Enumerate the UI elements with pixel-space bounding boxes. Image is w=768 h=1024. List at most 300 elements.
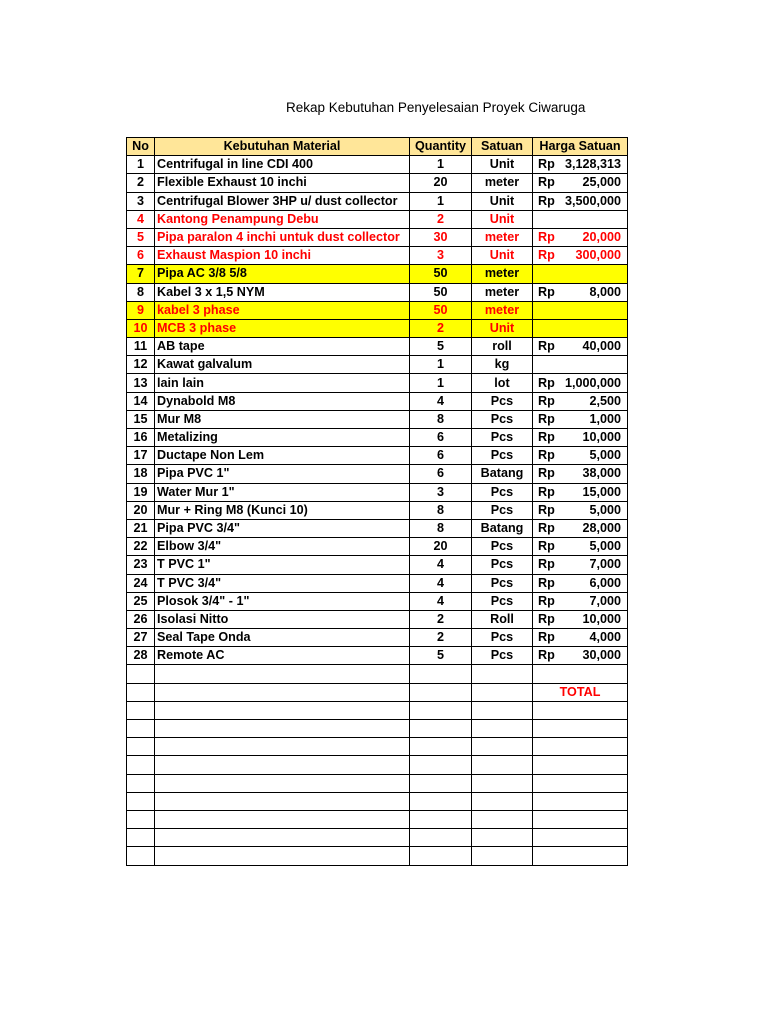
currency-label: Rp <box>538 502 555 517</box>
price-value: 10,000 <box>582 611 621 626</box>
cell-material[interactable] <box>155 774 410 792</box>
cell-material[interactable]: Pipa PVC 1" <box>155 465 410 483</box>
cell-harga-satuan[interactable] <box>533 519 628 537</box>
cell-satuan[interactable]: Pcs <box>472 538 533 556</box>
price-wrap <box>535 538 625 555</box>
currency-label: Rp <box>538 230 555 245</box>
cell-quantity[interactable]: 8 <box>410 410 472 428</box>
cell-quantity[interactable]: 5 <box>410 338 472 356</box>
cell-quantity[interactable]: 6 <box>410 429 472 447</box>
cell-harga-satuan[interactable] <box>533 465 628 483</box>
price-wrap <box>535 520 625 537</box>
cell-no[interactable]: 4 <box>127 210 155 228</box>
price-wrap <box>535 429 625 446</box>
cell-satuan[interactable]: roll <box>472 338 533 356</box>
currency-label: Rp <box>538 648 555 663</box>
empty-row <box>127 847 628 865</box>
cell-no[interactable]: 5 <box>127 228 155 246</box>
cell-harga-satuan[interactable] <box>533 665 628 683</box>
cell-harga-satuan[interactable] <box>533 810 628 828</box>
cell-material[interactable] <box>155 756 410 774</box>
price-value: 7,000 <box>589 557 621 572</box>
cell-harga-satuan[interactable] <box>533 501 628 519</box>
currency-label: Rp <box>538 521 555 536</box>
empty-row <box>127 720 628 738</box>
cell-material[interactable]: Mur M8 <box>155 410 410 428</box>
table-row <box>127 319 628 337</box>
cell-quantity[interactable]: 50 <box>410 301 472 319</box>
currency-label: Rp <box>538 393 555 408</box>
header-quantity[interactable]: Quantity <box>410 138 472 156</box>
material-table <box>126 137 628 866</box>
price-value: 40,000 <box>582 339 621 354</box>
cell-satuan[interactable] <box>472 701 533 719</box>
cell-satuan[interactable]: Pcs <box>472 410 533 428</box>
table-row <box>127 447 628 465</box>
table-row <box>127 556 628 574</box>
table-body <box>127 156 628 865</box>
cell-satuan[interactable] <box>472 683 533 701</box>
table-row <box>127 283 628 301</box>
cell-quantity[interactable] <box>410 665 472 683</box>
cell-no[interactable]: 18 <box>127 465 155 483</box>
price-value: 3,128,313 <box>564 157 621 172</box>
cell-material[interactable]: MCB 3 phase <box>155 319 410 337</box>
cell-no[interactable] <box>127 756 155 774</box>
price-wrap <box>535 575 625 592</box>
cell-harga-satuan[interactable] <box>533 829 628 847</box>
cell-material[interactable] <box>155 720 410 738</box>
cell-quantity[interactable] <box>410 847 472 865</box>
cell-quantity[interactable]: 8 <box>410 519 472 537</box>
cell-harga-satuan[interactable] <box>533 247 628 265</box>
cell-material[interactable]: lain lain <box>155 374 410 392</box>
cell-quantity[interactable]: 20 <box>410 174 472 192</box>
cell-satuan[interactable]: Pcs <box>472 501 533 519</box>
header-no[interactable]: No <box>127 138 155 156</box>
price-wrap <box>535 375 625 392</box>
cell-harga-satuan[interactable] <box>533 774 628 792</box>
cell-harga-satuan[interactable] <box>533 556 628 574</box>
cell-harga-satuan[interactable] <box>533 574 628 592</box>
cell-harga-satuan[interactable] <box>533 647 628 665</box>
cell-material[interactable]: Centrifugal Blower 3HP u/ dust collector <box>155 192 410 210</box>
table-row <box>127 592 628 610</box>
empty-row <box>127 829 628 847</box>
cell-quantity[interactable] <box>410 738 472 756</box>
price-wrap <box>535 556 625 573</box>
cell-no[interactable]: 10 <box>127 319 155 337</box>
cell-harga-satuan[interactable] <box>533 429 628 447</box>
cell-material[interactable] <box>155 810 410 828</box>
price-value: 6,000 <box>589 575 621 590</box>
header-harga-satuan[interactable]: Harga Satuan <box>533 138 628 156</box>
total-label[interactable]: TOTAL <box>533 683 628 701</box>
cell-harga-satuan[interactable] <box>533 174 628 192</box>
table-row <box>127 301 628 319</box>
currency-label: Rp <box>538 430 555 445</box>
currency-label: Rp <box>538 284 555 299</box>
cell-quantity[interactable]: 4 <box>410 574 472 592</box>
currency-label: Rp <box>538 466 555 481</box>
cell-material[interactable] <box>155 701 410 719</box>
cell-harga-satuan[interactable] <box>533 192 628 210</box>
cell-satuan[interactable] <box>472 774 533 792</box>
cell-material[interactable]: Seal Tape Onda <box>155 629 410 647</box>
cell-quantity[interactable]: 1 <box>410 374 472 392</box>
cell-quantity[interactable] <box>410 756 472 774</box>
table-row <box>127 174 628 192</box>
cell-material[interactable]: Metalizing <box>155 429 410 447</box>
cell-satuan[interactable]: Unit <box>472 192 533 210</box>
cell-material[interactable]: Pipa AC 3/8 5/8 <box>155 265 410 283</box>
cell-satuan[interactable] <box>472 792 533 810</box>
cell-quantity[interactable] <box>410 774 472 792</box>
cell-no[interactable]: 12 <box>127 356 155 374</box>
cell-no[interactable]: 14 <box>127 392 155 410</box>
table-row <box>127 247 628 265</box>
table-row <box>127 210 628 228</box>
cell-harga-satuan[interactable] <box>533 610 628 628</box>
cell-harga-satuan[interactable] <box>533 447 628 465</box>
price-wrap <box>535 411 625 428</box>
cell-quantity[interactable]: 50 <box>410 265 472 283</box>
table-row <box>127 410 628 428</box>
cell-harga-satuan[interactable] <box>533 356 628 374</box>
currency-label: Rp <box>538 157 555 172</box>
cell-quantity[interactable]: 5 <box>410 647 472 665</box>
price-value: 15,000 <box>582 484 621 499</box>
cell-material[interactable]: AB tape <box>155 338 410 356</box>
cell-harga-satuan[interactable] <box>533 228 628 246</box>
price-value: 3,500,000 <box>564 193 621 208</box>
cell-no[interactable] <box>127 847 155 865</box>
cell-no[interactable]: 23 <box>127 556 155 574</box>
cell-no[interactable]: 2 <box>127 174 155 192</box>
currency-label: Rp <box>538 611 555 626</box>
cell-satuan[interactable]: meter <box>472 283 533 301</box>
cell-satuan[interactable] <box>472 810 533 828</box>
cell-harga-satuan[interactable] <box>533 210 628 228</box>
cell-satuan[interactable]: Pcs <box>472 556 533 574</box>
cell-no[interactable]: 19 <box>127 483 155 501</box>
price-wrap <box>535 229 625 246</box>
cell-satuan[interactable]: Pcs <box>472 592 533 610</box>
price-value: 8,000 <box>589 284 621 299</box>
cell-no[interactable]: 7 <box>127 265 155 283</box>
currency-label: Rp <box>538 175 555 190</box>
cell-no[interactable] <box>127 810 155 828</box>
cell-no[interactable] <box>127 701 155 719</box>
empty-row <box>127 774 628 792</box>
cell-harga-satuan[interactable] <box>533 538 628 556</box>
cell-harga-satuan[interactable] <box>533 701 628 719</box>
cell-quantity[interactable]: 50 <box>410 283 472 301</box>
cell-quantity[interactable]: 3 <box>410 483 472 501</box>
cell-harga-satuan[interactable] <box>533 792 628 810</box>
cell-harga-satuan[interactable] <box>533 483 628 501</box>
cell-quantity[interactable]: 1 <box>410 192 472 210</box>
currency-label: Rp <box>538 339 555 354</box>
table-row <box>127 538 628 556</box>
cell-no[interactable]: 8 <box>127 283 155 301</box>
cell-material[interactable]: Elbow 3/4" <box>155 538 410 556</box>
cell-material[interactable]: Plosok 3/4" - 1" <box>155 592 410 610</box>
cell-material[interactable]: Isolasi Nitto <box>155 610 410 628</box>
cell-quantity[interactable] <box>410 683 472 701</box>
cell-harga-satuan[interactable] <box>533 592 628 610</box>
price-value: 7,000 <box>589 593 621 608</box>
currency-label: Rp <box>538 630 555 645</box>
cell-quantity[interactable]: 8 <box>410 501 472 519</box>
cell-material[interactable] <box>155 665 410 683</box>
cell-quantity[interactable]: 6 <box>410 447 472 465</box>
price-value: 5,000 <box>589 539 621 554</box>
cell-quantity[interactable] <box>410 792 472 810</box>
cell-no[interactable] <box>127 774 155 792</box>
cell-no[interactable]: 27 <box>127 629 155 647</box>
cell-harga-satuan[interactable] <box>533 338 628 356</box>
price-value: 5,000 <box>589 502 621 517</box>
currency-label: Rp <box>538 411 555 426</box>
cell-material[interactable] <box>155 738 410 756</box>
cell-material[interactable]: Water Mur 1" <box>155 483 410 501</box>
currency-label: Rp <box>538 539 555 554</box>
total-row <box>127 683 628 701</box>
cell-satuan[interactable] <box>472 756 533 774</box>
currency-label: Rp <box>538 484 555 499</box>
table-row <box>127 265 628 283</box>
empty-row <box>127 665 628 683</box>
price-wrap <box>535 647 625 664</box>
cell-no[interactable]: 22 <box>127 538 155 556</box>
cell-no[interactable] <box>127 738 155 756</box>
cell-material[interactable] <box>155 847 410 865</box>
cell-material[interactable]: Kawat galvalum <box>155 356 410 374</box>
cell-no[interactable] <box>127 720 155 738</box>
price-wrap <box>535 593 625 610</box>
cell-satuan[interactable] <box>472 665 533 683</box>
cell-material[interactable]: Kantong Penampung Debu <box>155 210 410 228</box>
empty-row <box>127 738 628 756</box>
cell-material[interactable]: Ductape Non Lem <box>155 447 410 465</box>
cell-quantity[interactable] <box>410 701 472 719</box>
cell-material[interactable]: Centrifugal in line CDI 400 <box>155 156 410 174</box>
cell-harga-satuan[interactable] <box>533 283 628 301</box>
cell-no[interactable]: 16 <box>127 429 155 447</box>
cell-material[interactable] <box>155 683 410 701</box>
cell-satuan[interactable] <box>472 720 533 738</box>
cell-harga-satuan[interactable] <box>533 301 628 319</box>
cell-satuan[interactable]: kg <box>472 356 533 374</box>
cell-quantity[interactable]: 4 <box>410 556 472 574</box>
empty-row <box>127 756 628 774</box>
price-value: 38,000 <box>582 466 621 481</box>
cell-no[interactable]: 26 <box>127 610 155 628</box>
cell-quantity[interactable]: 3 <box>410 247 472 265</box>
cell-material[interactable]: Dynabold M8 <box>155 392 410 410</box>
cell-no[interactable] <box>127 665 155 683</box>
price-wrap <box>535 611 625 628</box>
cell-quantity[interactable] <box>410 720 472 738</box>
cell-quantity[interactable]: 1 <box>410 356 472 374</box>
cell-no[interactable]: 6 <box>127 247 155 265</box>
price-wrap <box>535 484 625 501</box>
cell-quantity[interactable]: 2 <box>410 319 472 337</box>
cell-satuan[interactable]: Pcs <box>472 574 533 592</box>
cell-no[interactable] <box>127 683 155 701</box>
cell-harga-satuan[interactable] <box>533 756 628 774</box>
cell-satuan[interactable]: Batang <box>472 519 533 537</box>
table-row <box>127 519 628 537</box>
cell-satuan[interactable]: Unit <box>472 156 533 174</box>
cell-harga-satuan[interactable] <box>533 265 628 283</box>
cell-material[interactable] <box>155 829 410 847</box>
price-value: 1,000,000 <box>564 375 621 390</box>
currency-label: Rp <box>538 448 555 463</box>
price-value: 2,500 <box>589 393 621 408</box>
price-wrap <box>535 338 625 355</box>
cell-satuan[interactable]: Unit <box>472 319 533 337</box>
cell-satuan[interactable]: Pcs <box>472 647 533 665</box>
cell-satuan[interactable]: Batang <box>472 465 533 483</box>
cell-satuan[interactable]: meter <box>472 301 533 319</box>
cell-no[interactable]: 11 <box>127 338 155 356</box>
table-row <box>127 610 628 628</box>
cell-quantity[interactable]: 2 <box>410 629 472 647</box>
currency-label: Rp <box>538 575 555 590</box>
cell-material[interactable]: Pipa paralon 4 inchi untuk dust collector <box>155 228 410 246</box>
price-wrap <box>535 156 625 173</box>
cell-no[interactable]: 25 <box>127 592 155 610</box>
price-wrap <box>535 393 625 410</box>
cell-quantity[interactable] <box>410 829 472 847</box>
cell-no[interactable]: 1 <box>127 156 155 174</box>
document-title: Rekap Kebutuhan Penyelesaian Proyek Ciwaruga <box>286 100 586 115</box>
currency-label: Rp <box>538 593 555 608</box>
cell-satuan[interactable]: meter <box>472 228 533 246</box>
cell-satuan[interactable]: Unit <box>472 210 533 228</box>
cell-harga-satuan[interactable] <box>533 392 628 410</box>
cell-no[interactable] <box>127 829 155 847</box>
cell-quantity[interactable]: 6 <box>410 465 472 483</box>
cell-material[interactable]: Kabel 3 x 1,5 NYM <box>155 283 410 301</box>
cell-satuan[interactable]: Pcs <box>472 429 533 447</box>
price-value: 30,000 <box>582 648 621 663</box>
price-wrap <box>535 174 625 191</box>
cell-no[interactable]: 3 <box>127 192 155 210</box>
cell-harga-satuan[interactable] <box>533 156 628 174</box>
cell-satuan[interactable]: lot <box>472 374 533 392</box>
cell-quantity[interactable]: 30 <box>410 228 472 246</box>
currency-label: Rp <box>538 248 555 263</box>
price-value: 25,000 <box>582 175 621 190</box>
cell-harga-satuan[interactable] <box>533 847 628 865</box>
cell-satuan[interactable]: Pcs <box>472 392 533 410</box>
cell-material[interactable] <box>155 792 410 810</box>
cell-material[interactable]: T PVC 1" <box>155 556 410 574</box>
table-row <box>127 483 628 501</box>
cell-harga-satuan[interactable] <box>533 738 628 756</box>
cell-satuan[interactable] <box>472 738 533 756</box>
price-value: 20,000 <box>582 230 621 245</box>
cell-no[interactable]: 9 <box>127 301 155 319</box>
currency-label: Rp <box>538 375 555 390</box>
price-value: 10,000 <box>582 430 621 445</box>
cell-harga-satuan[interactable] <box>533 410 628 428</box>
price-wrap <box>535 629 625 646</box>
cell-satuan[interactable] <box>472 847 533 865</box>
cell-satuan[interactable]: meter <box>472 174 533 192</box>
cell-quantity[interactable]: 1 <box>410 156 472 174</box>
cell-satuan[interactable]: Unit <box>472 247 533 265</box>
cell-satuan[interactable]: Pcs <box>472 629 533 647</box>
cell-harga-satuan[interactable] <box>533 374 628 392</box>
cell-material[interactable]: Flexible Exhaust 10 inchi <box>155 174 410 192</box>
price-value: 300,000 <box>575 248 621 263</box>
table-row <box>127 501 628 519</box>
price-wrap <box>535 193 625 210</box>
table-row <box>127 374 628 392</box>
price-value: 5,000 <box>589 448 621 463</box>
table-row <box>127 629 628 647</box>
cell-harga-satuan[interactable] <box>533 629 628 647</box>
cell-quantity[interactable]: 4 <box>410 592 472 610</box>
cell-material[interactable]: Pipa PVC 3/4" <box>155 519 410 537</box>
cell-no[interactable]: 28 <box>127 647 155 665</box>
cell-no[interactable]: 21 <box>127 519 155 537</box>
cell-material[interactable]: kabel 3 phase <box>155 301 410 319</box>
table-row <box>127 156 628 174</box>
header-material[interactable]: Kebutuhan Material <box>155 138 410 156</box>
cell-no[interactable]: 24 <box>127 574 155 592</box>
cell-material[interactable]: Mur + Ring M8 (Kunci 10) <box>155 501 410 519</box>
price-value: 4,000 <box>589 630 621 645</box>
cell-no[interactable]: 20 <box>127 501 155 519</box>
cell-satuan[interactable]: meter <box>472 265 533 283</box>
table-row <box>127 356 628 374</box>
cell-no[interactable]: 17 <box>127 447 155 465</box>
cell-satuan[interactable]: Pcs <box>472 447 533 465</box>
cell-quantity[interactable]: 2 <box>410 210 472 228</box>
cell-no[interactable]: 15 <box>127 410 155 428</box>
cell-satuan[interactable]: Roll <box>472 610 533 628</box>
cell-harga-satuan[interactable] <box>533 319 628 337</box>
cell-harga-satuan[interactable] <box>533 720 628 738</box>
empty-row <box>127 810 628 828</box>
table-row <box>127 429 628 447</box>
cell-quantity[interactable]: 2 <box>410 610 472 628</box>
currency-label: Rp <box>538 193 555 208</box>
price-value: 1,000 <box>589 411 621 426</box>
cell-quantity[interactable]: 4 <box>410 392 472 410</box>
cell-satuan[interactable]: Pcs <box>472 483 533 501</box>
table-row <box>127 647 628 665</box>
cell-material[interactable]: T PVC 3/4" <box>155 574 410 592</box>
table-row <box>127 465 628 483</box>
cell-no[interactable]: 13 <box>127 374 155 392</box>
cell-satuan[interactable] <box>472 829 533 847</box>
cell-quantity[interactable]: 20 <box>410 538 472 556</box>
cell-quantity[interactable] <box>410 810 472 828</box>
cell-material[interactable]: Exhaust Maspion 10 inchi <box>155 247 410 265</box>
cell-material[interactable]: Remote AC <box>155 647 410 665</box>
price-wrap <box>535 247 625 264</box>
cell-no[interactable] <box>127 792 155 810</box>
table-row <box>127 192 628 210</box>
header-satuan[interactable]: Satuan <box>472 138 533 156</box>
price-wrap <box>535 284 625 301</box>
